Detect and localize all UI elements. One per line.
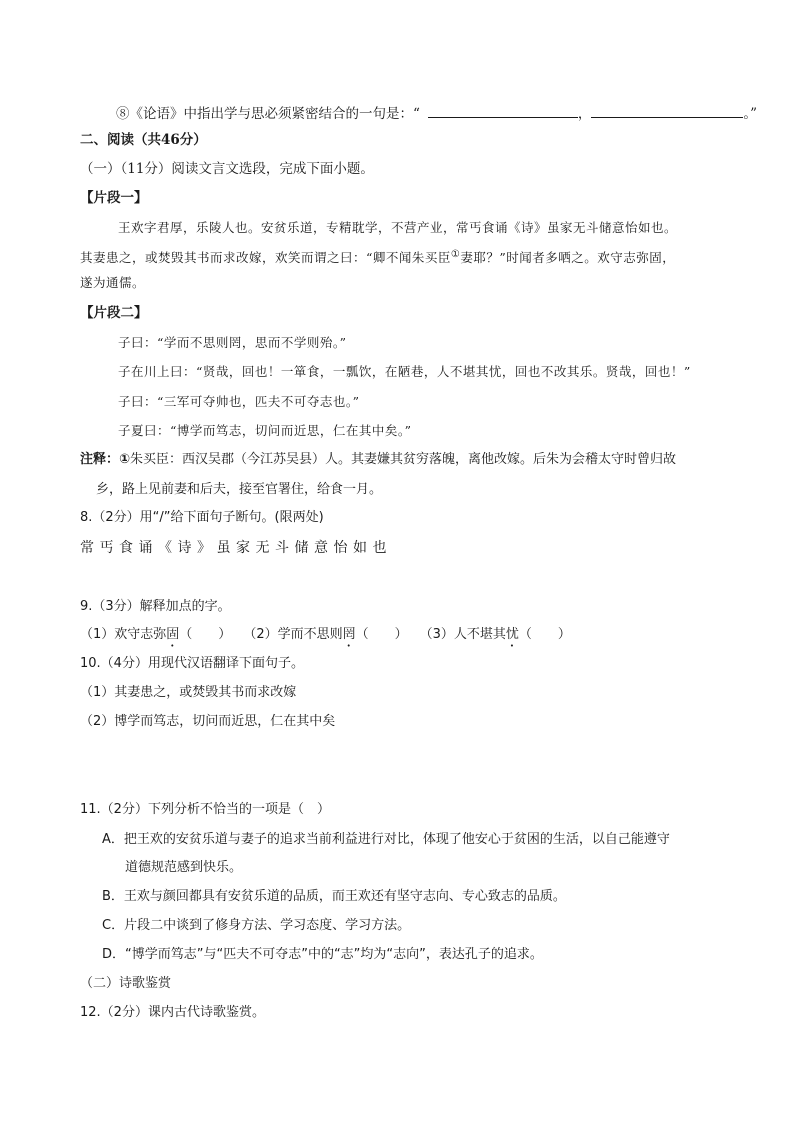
answer-blank-2[interactable] [591,103,743,118]
annotation-marker: ① [119,452,131,467]
segment2-heading: 【片段二】 [80,305,148,321]
fill-blank-comma: ， [577,106,592,122]
q9-stem: 9.（3分）解释加点的字。 [80,599,231,614]
annotation-text: 朱买臣：西汉吴郡（今江苏吴县）人。其妻嫌其贫穷落魄，离他改嫁。后朱为会稽太守时曾归故 [130,452,677,467]
fill-blank-question [116,103,757,123]
annotation [80,451,676,469]
segment2-line: 子夏曰：“博学而笃志，切问而近思，仁在其中矣。” [118,423,412,438]
q11-option-a[interactable]: A．把王欢的安贫乐道与妻子的追求当前利益进行对比，体现了他安心于贫困的生活，以自己能遵守 [102,832,670,847]
q11-option-b[interactable]: B．王欢与颜回都具有安贫乐道的品质，而王欢还有坚守志向、专心致志的品质。 [102,889,566,904]
q10-stem: 10.（4分）用现代汉语翻译下面句子。 [80,656,304,671]
fill-blank-prefix: ⑧《论语》中指出学与思必须紧密结合的一句是：“ [116,106,420,122]
section-title: 二、阅读（共46分） [80,132,207,148]
q12-stem: 12.（2分）课内古代诗歌鉴赏。 [80,1005,265,1020]
annotation-text-cont: 乡，路上见前妻和后夫，接至官署住，给食一月。 [96,482,383,497]
q11-stem: 11.（2分）下列分析不恰当的一项是（ ） [80,802,330,817]
segment1-line: 王欢字君厚，乐陵人也。安贫乐道，专精耽学，不营产业，常丐食诵《诗》虽家无斗储意怡如也。 [118,220,678,235]
segment2-line: 子曰：“三军可夺帅也，匹夫不可夺志也。” [118,394,360,409]
q10-item: （2）博学而笃志，切问而近思，仁在其中矣 [80,714,336,729]
segment1-heading: 【片段一】 [80,190,148,206]
answer-blank[interactable]: （ ） [355,627,408,642]
q9-item-1: （1）欢守志弥固（ ） [80,627,232,642]
q8-sentence: 常丐食诵《诗》虽家无斗储意怡如也 [80,540,392,556]
q9-items [80,626,571,650]
q11-option-c[interactable]: C．片段二中谈到了修身方法、学习态度、学习方法。 [102,918,411,933]
q9-item-2: （2）学而不思则罔（ ） [243,627,408,642]
q10-item: （1）其妻患之，或焚毁其书而求改嫁 [80,685,297,700]
segment2-line: 子曰：“学而不思则罔，思而不学则殆。” [118,335,347,350]
q8-stem: 8.（2分）用“/”给下面句子断句。(限两处) [80,510,324,525]
segment2-line: 子在川上曰：“贤哉，回也！一箪食，一瓢饮，在陋巷，人不堪其忧，回也不改其乐。贤哉，回也！” [118,364,691,379]
fill-blank-suffix: 。” [743,106,758,122]
q11-option-a-cont: 道德规范感到快乐。 [125,860,243,875]
part1-intro: （一）（11分）阅读文言文选段，完成下面小题。 [80,161,374,177]
answer-blank-1[interactable] [428,103,578,118]
answer-blank[interactable]: （ ） [179,627,232,642]
part2-title: （二）诗歌鉴赏 [80,976,172,991]
answer-blank[interactable]: （ ） [518,627,571,642]
annotation-label: 注释： [80,452,120,467]
footnote-marker: ① [450,249,461,260]
q11-option-d[interactable]: D．“博学而笃志”与“匹夫不可夺志”中的“志”均为“志向”，表达孔子的追求。 [102,947,543,962]
segment1-line: 遂为通儒。 [80,275,146,290]
segment1-line: 其妻患之，或焚毁其书而求改嫁，欢笑而谓之曰：“卿不闻朱买臣①妻耶？”时闻者多哂之。欢守志弥固， [80,249,676,266]
q9-item-3: （3）人不堪其忧（ ） [419,627,571,642]
